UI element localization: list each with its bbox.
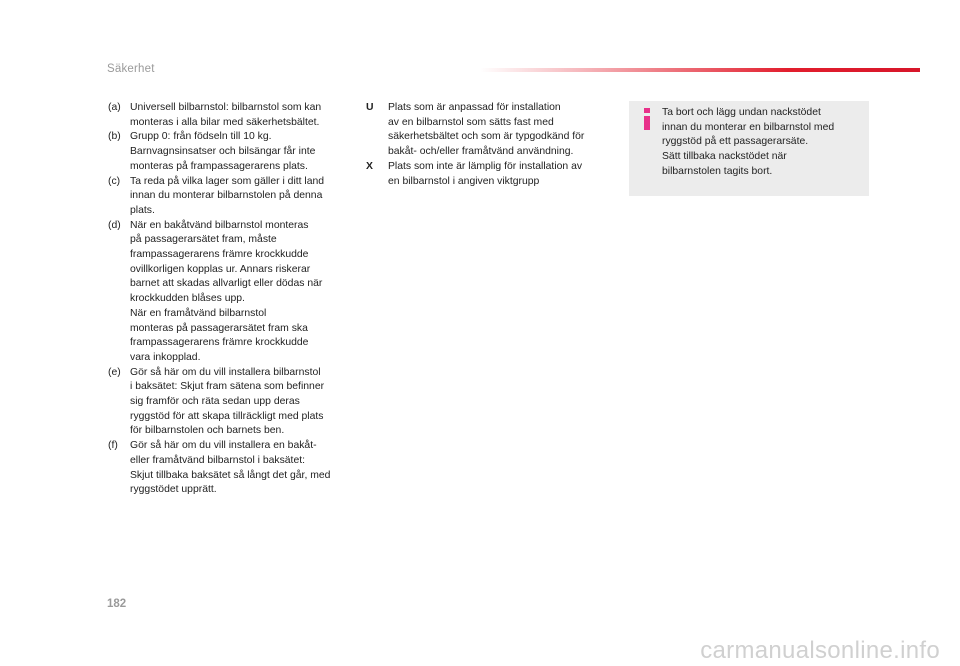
watermark: carmanualsonline.info <box>700 637 940 664</box>
footnote-letter: (d) <box>108 219 121 231</box>
section-title: Säkerhet <box>107 63 155 75</box>
footnotes-list <box>108 101 358 498</box>
footnote-item <box>108 439 358 498</box>
info-icon <box>642 108 652 130</box>
footnote-text: När en bakåtvänd bilbarnstol monteras på passagerarsätet fram, måste frampassagerarens främre krockkudde ovillkorligen kopplas ur. Annars riskerar barnet att skadas allvarligt eller dödas när krockkudden blåses upp. När en framåtvänd bilbarnstol monteras på passagerarsätet fram ska frampassagerarens främre krockkudde vara inkopplad. <box>130 219 323 363</box>
page-number: 182 <box>107 598 127 610</box>
footnote-item <box>108 175 358 219</box>
legend-list <box>366 101 616 189</box>
footnote-item <box>108 101 358 130</box>
legend-text: Plats som inte är lämplig för installation av en bilbarnstol i angiven viktgrupp <box>388 160 583 187</box>
footnote-item <box>108 366 358 440</box>
info-box <box>629 101 869 196</box>
footnote-text: Grupp 0: från födseln till 10 kg. Barnvagnsinsatser och bilsängar får inte monteras på frampassagerarens plats. <box>130 131 316 172</box>
footnote-letter: (f) <box>108 440 118 452</box>
footnote-letter: (e) <box>108 366 121 378</box>
header-rule <box>480 68 920 72</box>
legend-item <box>366 101 616 160</box>
legend-item <box>366 160 616 189</box>
footnote-item <box>108 130 358 174</box>
footnote-letter: (a) <box>108 102 121 113</box>
footnote-letter: (b) <box>108 131 121 143</box>
legend-code: X <box>366 160 373 172</box>
info-text: Ta bort och lägg undan nackstödet innan du monterar en bilbarnstol med ryggstöd på ett passagerarsäte. Sätt tillbaka nackstödet när bilbarnstolen tagits bort. <box>662 107 835 177</box>
footnote-letter: (c) <box>108 175 121 187</box>
footnote-text: Gör så här om du vill installera bilbarnstol i baksätet: Skjut fram sätena som befinner sig framför och räta sedan upp deras ryggstöd för att skapa tillräckligt med plats för bilbarnstolen och barnets ben. <box>130 366 325 437</box>
footnote-item <box>108 219 358 366</box>
footnote-text: Universell bilbarnstol: bilbarnstol som kan monteras i alla bilar med säkerhetsbältet. <box>130 102 322 128</box>
legend-text: Plats som är anpassad för installation av en bilbarnstol som sätts fast med säkerhetsbältet och som är typgodkänd för bakåt- och/eller framåtvänd användning. <box>388 102 585 158</box>
legend-code: U <box>366 102 374 113</box>
footnote-text: Gör så här om du vill installera en bakåt- eller framåtvänd bilbarnstol i baksätet: Skjut tillbaka baksätet så långt det går, med ryggstödet upprätt. <box>130 440 331 496</box>
footnote-text: Ta reda på vilka lager som gäller i ditt land innan du monterar bilbarnstolen på denna plats. <box>130 175 325 216</box>
